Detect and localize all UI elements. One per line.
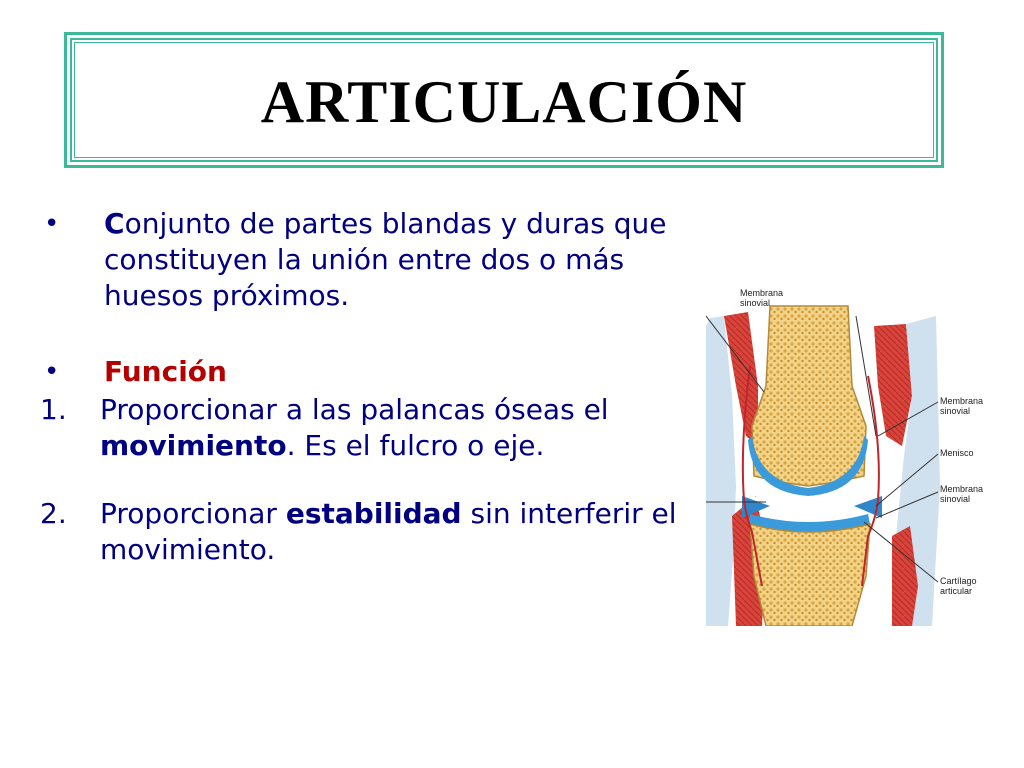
bullet-marker: • [44, 357, 60, 387]
list-item [40, 496, 710, 568]
item-number: 1. [40, 393, 67, 426]
slide-title: ARTICULACIÓN [260, 68, 748, 135]
tibia-bone [750, 524, 870, 626]
label-membrana-sinovial-right-1: Membrana sinovial [940, 396, 984, 416]
item-text-before: Proporcionar a las palancas óseas el [100, 393, 609, 426]
item-text-after: . Es el fulcro o eje. [286, 429, 545, 462]
bullet-marker: • [44, 209, 60, 239]
definition-first-letter: C [104, 207, 125, 240]
item-number: 2. [40, 497, 67, 530]
item-text [100, 496, 710, 568]
funcion-row [40, 354, 710, 390]
body-text [40, 206, 710, 568]
knee-joint-diagram [706, 286, 1002, 626]
label-membrana-sinovial-right-2: Membrana sinovial [940, 484, 984, 504]
item-text-bold: estabilidad [285, 497, 462, 530]
definition-row [40, 206, 710, 314]
title-frame-inner [70, 38, 938, 162]
list-item [40, 392, 710, 464]
definition-text [104, 206, 710, 314]
item-text-before: Proporcionar [100, 497, 286, 530]
item-text [100, 392, 710, 464]
label-menisco: Menisco [940, 448, 974, 458]
title-frame-inner2 [74, 42, 934, 158]
label-membrana-sinovial-top: Membrana sinovial [740, 288, 784, 308]
item-text-after: sin interferir el movimiento. [100, 497, 677, 566]
funcion-heading: Función [104, 355, 227, 388]
label-cartilago-articular: Cartílago articular [940, 576, 977, 596]
title-frame [64, 32, 944, 168]
femur-bone [752, 306, 866, 486]
item-text-bold: movimiento [100, 429, 287, 462]
definition-rest: onjunto de partes blandas y duras que constituyen la unión entre dos o más huesos próximos. [104, 207, 667, 312]
